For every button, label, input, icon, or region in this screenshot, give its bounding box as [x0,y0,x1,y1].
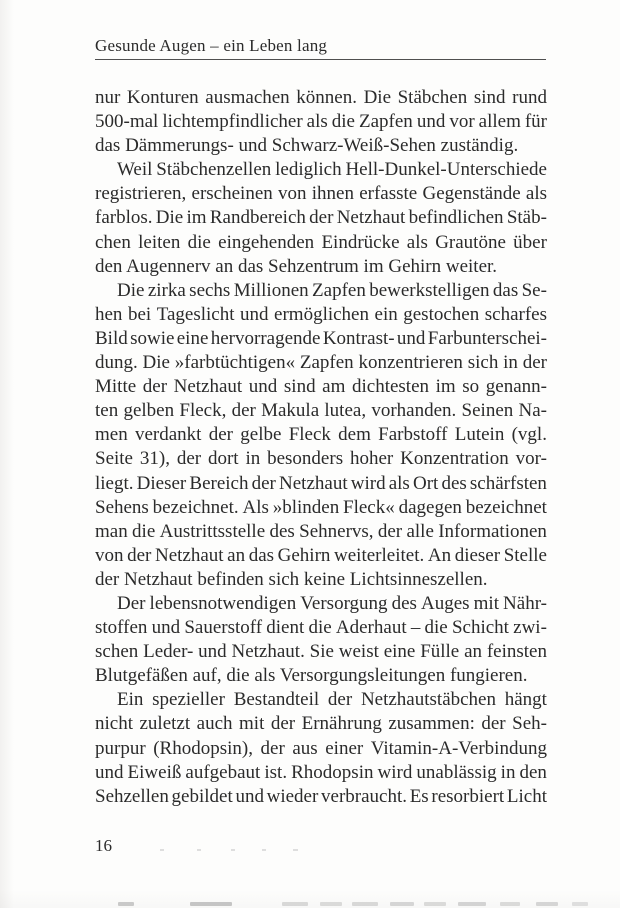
text-line: stoffen und Sauerstoff dient die Aderhaut – die Schicht zwi- [95,617,547,639]
text-line: schen Leder- und Netzhaut. Sie weist eine Fülle an feinsten [95,641,547,663]
text-line: chen leiten die eingehenden Eindrücke als Grautöne über [95,231,547,253]
text-line: nur Konturen ausmachen können. Die Stäbchen sind rund [95,87,547,108]
scan-artifact-dash [424,902,446,906]
text-line: Mitte der Netzhaut und sind am dichtesten im so genann- [95,376,547,398]
page-number: 16 [95,836,112,855]
text-line: der Netzhaut befinden sich keine Lichtsinneszellen. [95,568,488,590]
scan-artifact-speck [231,849,235,851]
scan-artifact-dash [390,902,414,906]
text-line: men verdankt der gelbe Fleck dem Farbstoff Lutein (vgl. [95,424,547,446]
text-line: Sehzellen gebildet und wieder verbraucht. Es resorbiert Licht [95,785,547,807]
text-line: Weil Stäbchenzellen lediglich Hell-Dunkel-Unterschiede [117,159,547,181]
scan-artifact-dash [118,902,134,906]
text-line: ten gelben Fleck, der Makula lutea, vorhanden. Seinen Na- [95,400,547,422]
scan-artifact-speck [262,849,266,851]
text-line: liegt. Dieser Bereich der Netzhaut wird als Ort des schärfsten [95,472,547,494]
text-line: Ein spezieller Bestandteil der Netzhautstäbchen hängt [117,689,547,711]
text-line: von der Netzhaut an das Gehirn weiterleitet. An dieser Stelle [95,544,547,566]
text-line: hen bei Tageslicht und ermöglichen ein gestochen scharfes [95,303,547,325]
text-line: 500-mal lichtempfindlicher als die Zapfen und vor allem für [95,111,547,133]
scan-artifact-dash [352,902,378,906]
text-line: Bild sowie eine hervorragende Kontrast- und Farbunterschei- [95,327,547,349]
text-line: Sehens bezeichnet. Als »blinden Fleck« dagegen bezeichnet [95,496,547,518]
running-header: Gesunde Augen – ein Leben lang [95,36,328,55]
text-line: Der lebensnotwendigen Versorgung des Auges mit Nähr- [117,592,547,614]
scan-artifact-speck [160,849,164,851]
scan-artifact-speck [293,849,298,851]
text-line: den Augennerv an das Sehzentrum im Gehirn weiter. [95,255,498,277]
body-text [95,86,547,809]
header-rule [95,59,546,60]
scan-artifact-dash [500,902,520,906]
scan-artifact-dash [320,902,342,906]
scan-artifact-dash [282,902,308,906]
text-line: das Dämmerungs- und Schwarz-Weiß-Sehen zuständig. [95,135,519,157]
scan-artifact-dash [536,902,558,906]
text-line: registrieren, erscheinen von ihnen erfasste Gegenstände als [95,183,547,205]
text-line: nicht zuletzt auch mit der Ernährung zusammen: der Seh- [95,713,547,735]
scan-artifact-dash [190,902,232,906]
text-line: und Eiweiß aufgebaut ist. Rhodopsin wird unablässig in den [95,761,547,783]
text-line: man die Austrittsstelle des Sehnervs, der alle Informationen [95,520,547,542]
text-line: farblos. Die im Randbereich der Netzhaut befindlichen Stäb- [95,207,547,229]
text-line: Die zirka sechs Millionen Zapfen bewerkstelligen das Se- [117,279,547,301]
text-line: dung. Die »farbtüchtigen« Zapfen konzentrieren sich in der [95,352,547,374]
text-line: Seite 31), der dort in besonders hoher Konzentration vor- [95,448,547,470]
scan-artifact-speck [197,849,201,851]
scan-artifact-dash [458,902,486,906]
text-line: purpur (Rhodopsin), der aus einer Vitamin-A-Verbindung [95,737,547,759]
text-line: Blutgefäßen auf, die als Versorgungsleitungen fungieren. [95,665,528,687]
scan-artifact-dash [572,902,588,906]
